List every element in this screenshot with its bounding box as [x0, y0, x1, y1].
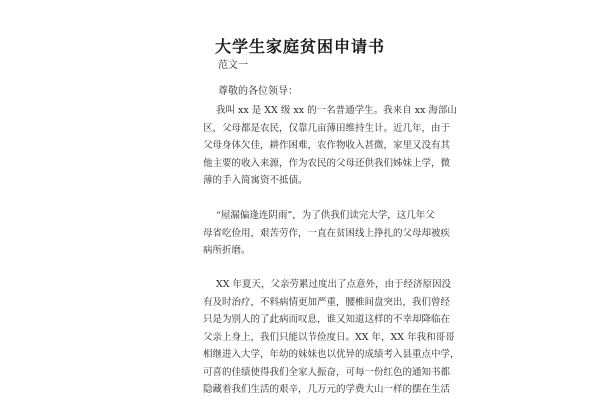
- text-line: 病所折磨。: [203, 245, 251, 256]
- text-line: 隐藏着我们生活的艰辛，几万元的学费大山一样的摆在生活: [203, 384, 451, 395]
- paragraph-3: [203, 276, 460, 399]
- text-line: 有及时治疗，不料病情更加严重，腰椎间盘突出，我们曾经: [203, 296, 451, 308]
- text-line: 只是为别人的了此病而叹息，谁又知道这样的不幸却降临在: [203, 314, 451, 325]
- text-line: 母省吃俭用，艰苦劳作，一直在贫困线上挣扎的父母却被疾: [203, 227, 451, 239]
- text-line: 我叫 xx 是 XX 级 xx 的一名普通学生。我来自 xx 海部山: [216, 105, 457, 116]
- text-line: 相继进入大学，年幼的妹妹也以优异的成绩考入县重点中学，: [203, 349, 460, 360]
- salutation: 尊敬的各位领导：: [218, 86, 298, 97]
- text-line: 可喜的佳绩使得我们全家人振奋，可每一份红色的通知书都: [203, 366, 451, 378]
- text-line: 父母身体欠佳，耕作困难，农作物收入甚微，家里又没有其: [203, 140, 451, 151]
- document-subtitle: 范文一: [218, 60, 248, 71]
- text-line: 父亲上身上，我们只能以节俭度日。XX 年，XX 年我和哥哥: [203, 331, 455, 343]
- text-line: 薄的手入简寓资不抵债。: [203, 175, 308, 186]
- text-line: 区，父母都是农民，仅靠几亩薄田维持生计。近几年，由于: [203, 122, 451, 134]
- paragraph-2: [203, 207, 451, 260]
- paragraph-1: [203, 102, 457, 190]
- text-line: “屋漏偏逢连阴雨”，为了供我们读完大学，这几年父: [216, 210, 435, 221]
- text-line: 他主要的收入来源，作为农民的父母还供我们姊妹上学，微: [203, 157, 451, 169]
- document-title: 大学生家庭贫困申请书: [214, 37, 385, 56]
- text-line: XX 年夏天，父亲劳累过度出了点意外，由于经济原因没: [216, 279, 452, 290]
